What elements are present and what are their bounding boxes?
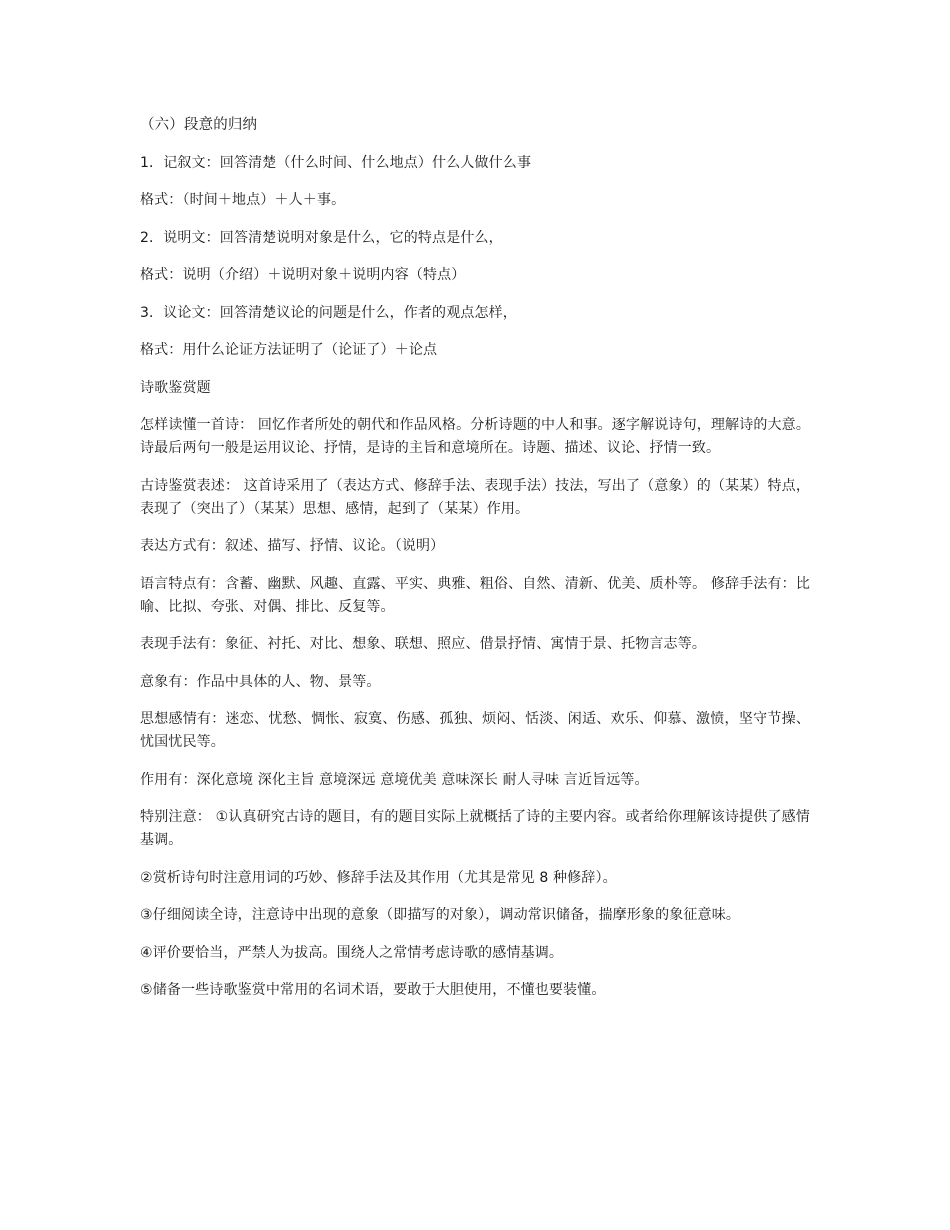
paragraph-effects: 作用有：深化意境 深化主旨 意境深远 意境优美 意味深长 耐人寻味 言近旨远等。 — [140, 771, 649, 788]
document-body — [140, 114, 810, 1017]
paragraph-note-5: ⑤储备一些诗歌鉴赏中常用的名词术语，要敢于大胆使用，不懂也要装懂。 — [140, 982, 606, 998]
paragraph-imagery: 意象有：作品中具体的人、物、景等。 — [140, 673, 381, 690]
paragraph-language-features: 语言特点有：含蓄、幽默、风趣、直露、平实、典雅、粗俗、自然、清新、优美、质朴等。 修辞手法有：比喻、比拟、夸张、对偶、排比、反复等。 — [140, 575, 810, 615]
paragraph-expository-format: 格式：说明（介绍）＋说明对象＋说明内容（特点） — [140, 267, 466, 283]
paragraph-argumentative-format: 格式：用什么论证方法证明了（论证了）＋论点 — [140, 342, 438, 358]
paragraph-argumentative: 3．议论文：回答清楚议论的问题是什么，作者的观点怎样， — [140, 304, 517, 321]
paragraph-techniques: 表现手法有：象征、衬托、对比、想象、联想、照应、借景抒情、寓情于景、托物言志等。 — [140, 636, 706, 652]
paragraph-expression-modes: 表达方式有：叙述、描写、抒情、议论。（说明） — [140, 538, 445, 554]
paragraph-narrative-format: 格式：（时间＋地点）＋人＋事。 — [140, 192, 346, 208]
paragraph-note-4: ④评价要恰当，严禁人为拔高。围绕人之常情考虑诗歌的感情基调。 — [140, 944, 564, 961]
paragraph-how-to-read: 怎样读懂一首诗： 回忆作者所处的朝代和作品风格。分析诗题的中人和事。逐字解说诗句，理解诗的大意。诗最后两句一般是运用议论、抒情，是诗的主旨和意境所在。诗题、描述、议论、抒情一致。 — [140, 417, 810, 456]
section-heading: （六）段意的归纳 — [140, 117, 258, 133]
paragraph-note-1: 特别注意： ①认真研究古诗的题目，有的题目实际上就概括了诗的主要内容。或者给你理解该诗提供了感情基调。 — [140, 809, 810, 848]
paragraph-note-2: ②赏析诗句时注意用词的巧妙、修辞手法及其作用（尤其是常见 8 种修辞）。 — [140, 869, 617, 886]
poetry-section-title: 诗歌鉴赏题 — [140, 379, 211, 396]
paragraph-narrative: 1．记叙文：回答清楚（什么时间、什么地点）什么人做什么事 — [140, 154, 532, 171]
paragraph-note-3: ③仔细阅读全诗，注意诗中出现的意象（即描写的对象），调动常识储备，揣摩形象的象征意味。 — [140, 907, 740, 923]
paragraph-expository: 2．说明文：回答清楚说明对象是什么，它的特点是什么， — [140, 229, 503, 246]
paragraph-emotions: 思想感情有：迷恋、忧愁、惆怅、寂寞、伤感、孤独、烦闷、恬淡、闲适、欢乐、仰慕、激愤，坚守节操、忧国忧民等。 — [140, 711, 810, 750]
paragraph-appreciation-statement: 古诗鉴赏表述： 这首诗采用了（表达方式、修辞手法、表现手法）技法，写出了（意象）的（某某）特点，表现了（突出了）（某某）思想、感情，起到了（某某）作用。 — [140, 477, 810, 517]
